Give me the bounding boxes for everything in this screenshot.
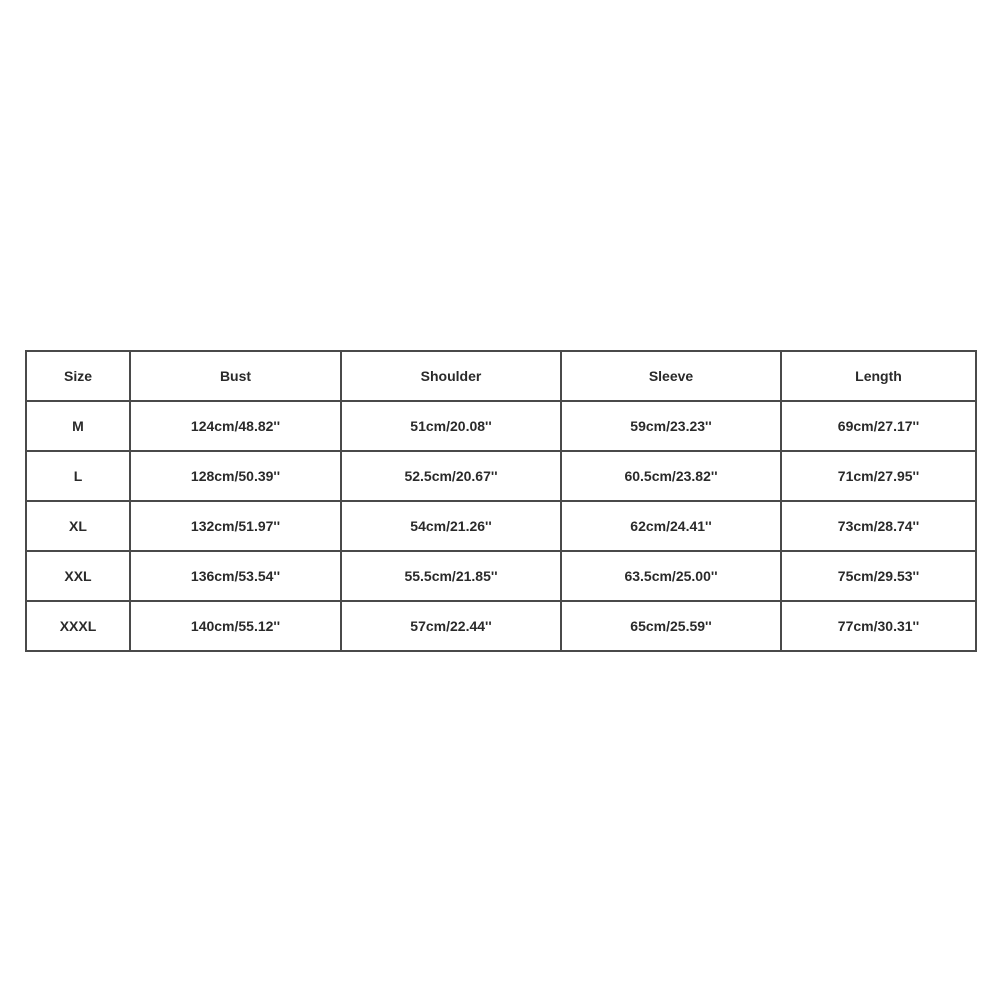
header-shoulder: Shoulder (341, 351, 561, 401)
cell-size: XL (26, 501, 130, 551)
cell-size: L (26, 451, 130, 501)
cell-length: 71cm/27.95'' (781, 451, 976, 501)
header-sleeve: Sleeve (561, 351, 781, 401)
cell-sleeve: 65cm/25.59'' (561, 601, 781, 651)
cell-sleeve: 63.5cm/25.00'' (561, 551, 781, 601)
cell-sleeve: 60.5cm/23.82'' (561, 451, 781, 501)
table-row (26, 551, 976, 601)
cell-size: XXL (26, 551, 130, 601)
cell-bust: 128cm/50.39'' (130, 451, 341, 501)
header-length: Length (781, 351, 976, 401)
header-row (26, 351, 976, 401)
size-chart-table (25, 350, 977, 652)
header-size: Size (26, 351, 130, 401)
cell-shoulder: 54cm/21.26'' (341, 501, 561, 551)
table-row (26, 501, 976, 551)
cell-length: 77cm/30.31'' (781, 601, 976, 651)
cell-bust: 136cm/53.54'' (130, 551, 341, 601)
cell-bust: 140cm/55.12'' (130, 601, 341, 651)
cell-length: 75cm/29.53'' (781, 551, 976, 601)
cell-shoulder: 55.5cm/21.85'' (341, 551, 561, 601)
cell-size: M (26, 401, 130, 451)
table-row (26, 451, 976, 501)
cell-shoulder: 51cm/20.08'' (341, 401, 561, 451)
table-body (26, 401, 976, 651)
cell-shoulder: 52.5cm/20.67'' (341, 451, 561, 501)
cell-bust: 132cm/51.97'' (130, 501, 341, 551)
table-row (26, 601, 976, 651)
cell-length: 73cm/28.74'' (781, 501, 976, 551)
header-bust: Bust (130, 351, 341, 401)
cell-bust: 124cm/48.82'' (130, 401, 341, 451)
cell-size: XXXL (26, 601, 130, 651)
table-row (26, 401, 976, 451)
cell-sleeve: 62cm/24.41'' (561, 501, 781, 551)
cell-shoulder: 57cm/22.44'' (341, 601, 561, 651)
cell-length: 69cm/27.17'' (781, 401, 976, 451)
table-header (26, 351, 976, 401)
cell-sleeve: 59cm/23.23'' (561, 401, 781, 451)
